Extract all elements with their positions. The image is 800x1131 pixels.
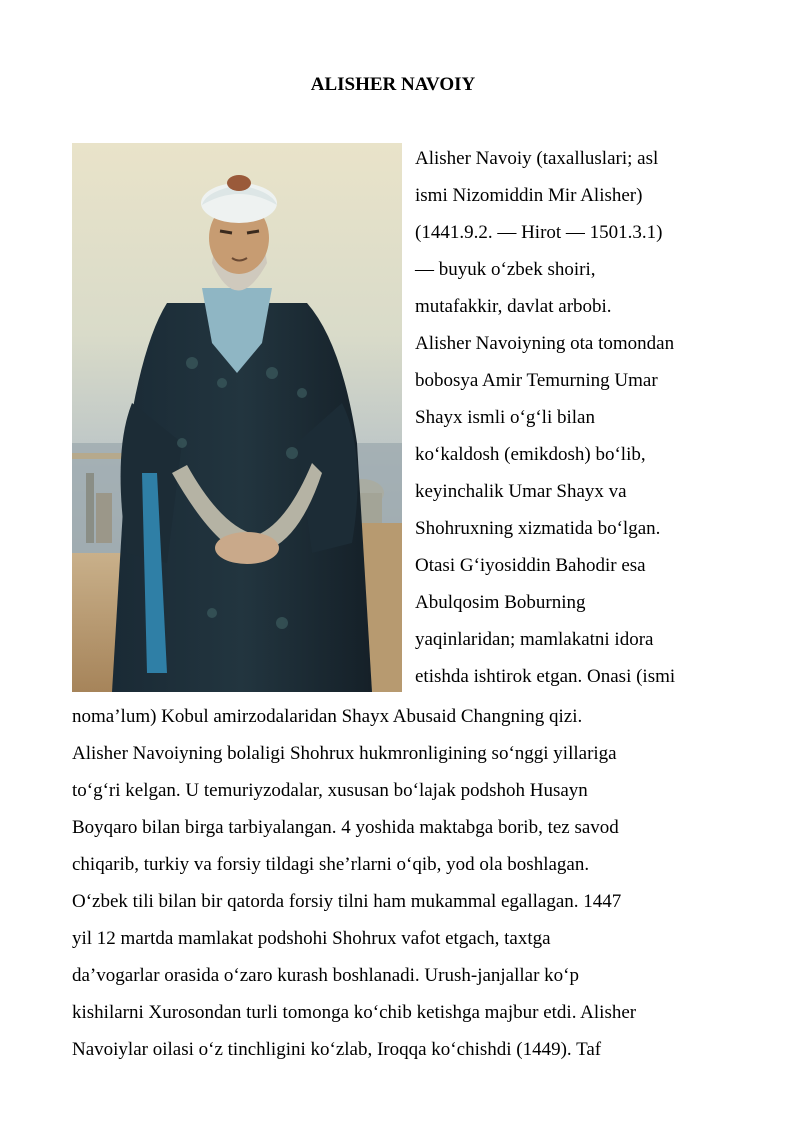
side-text-line: ismi Nizomiddin Mir Alisher) bbox=[415, 185, 643, 206]
body-text-line: toʻgʻri kelgan. U temuriyzodalar, xususan boʻlajak podshoh Husayn bbox=[72, 780, 588, 801]
side-text-line: Shohruxning xizmatida boʻlgan. bbox=[415, 518, 661, 539]
body-text-line: yil 12 martda mamlakat podshohi Shohrux vafot etgach, taxtga bbox=[72, 928, 551, 949]
side-text-line: etishda ishtirok etgan. Onasi (ismi bbox=[415, 666, 676, 687]
side-text-line: mutafakkir, davlat arbobi. bbox=[415, 296, 612, 317]
body-text-line: kishilarni Xurosondan turli tomonga koʻchib ketishga majbur etdi. Alisher bbox=[72, 1002, 637, 1023]
body-text-line: Navoiylar oilasi oʻz tinchligini koʻzlab, Iroqqa koʻchishdi (1449). Taf bbox=[72, 1039, 602, 1060]
side-text-line: — buyuk oʻzbek shoiri, bbox=[415, 259, 596, 280]
body-text-line: daʼvogarlar orasida oʻzaro kurash boshlanadi. Urush-janjallar koʻp bbox=[72, 965, 580, 986]
body-text-line: chiqarib, turkiy va forsiy tildagi sheʼrlarni oʻqib, yod ola boshlagan. bbox=[72, 854, 590, 875]
side-text-line: yaqinlaridan; mamlakatni idora bbox=[415, 629, 654, 650]
side-text-line: Otasi Gʻiyosiddin Bahodir esa bbox=[415, 555, 646, 576]
side-text-line: keyinchalik Umar Shayx va bbox=[415, 481, 627, 502]
side-text-line: (1441.9.2. — Hirot — 1501.3.1) bbox=[415, 222, 663, 243]
side-text-line: Alisher Navoiyning ota tomondan bbox=[415, 333, 675, 354]
body-text-line: Oʻzbek tili bilan bir qatorda forsiy tilni ham mukammal egallagan. 1447 bbox=[72, 891, 622, 912]
body-text-line: Boyqaro bilan birga tarbiyalangan. 4 yoshida maktabga borib, tez savod bbox=[72, 817, 619, 838]
side-text-line: koʻkaldosh (emikdosh) boʻlib, bbox=[415, 444, 646, 465]
side-text-line: bobosya Amir Temurning Umar bbox=[415, 370, 658, 391]
document-title: ALISHER NAVOIY bbox=[310, 74, 476, 95]
side-text-line: Shayx ismli oʻgʻli bilan bbox=[415, 407, 595, 428]
body-text-line: nomaʼlum) Kobul amirzodalaridan Shayx Abusaid Changning qizi. bbox=[72, 706, 583, 727]
side-text-line: Abulqosim Boburning bbox=[415, 592, 586, 613]
body-text-line: Alisher Navoiyning bolaligi Shohrux hukmronligining soʻnggi yillariga bbox=[72, 743, 617, 764]
side-text-line: Alisher Navoiy (taxalluslari; asl bbox=[415, 148, 659, 169]
portrait-image bbox=[72, 143, 402, 692]
